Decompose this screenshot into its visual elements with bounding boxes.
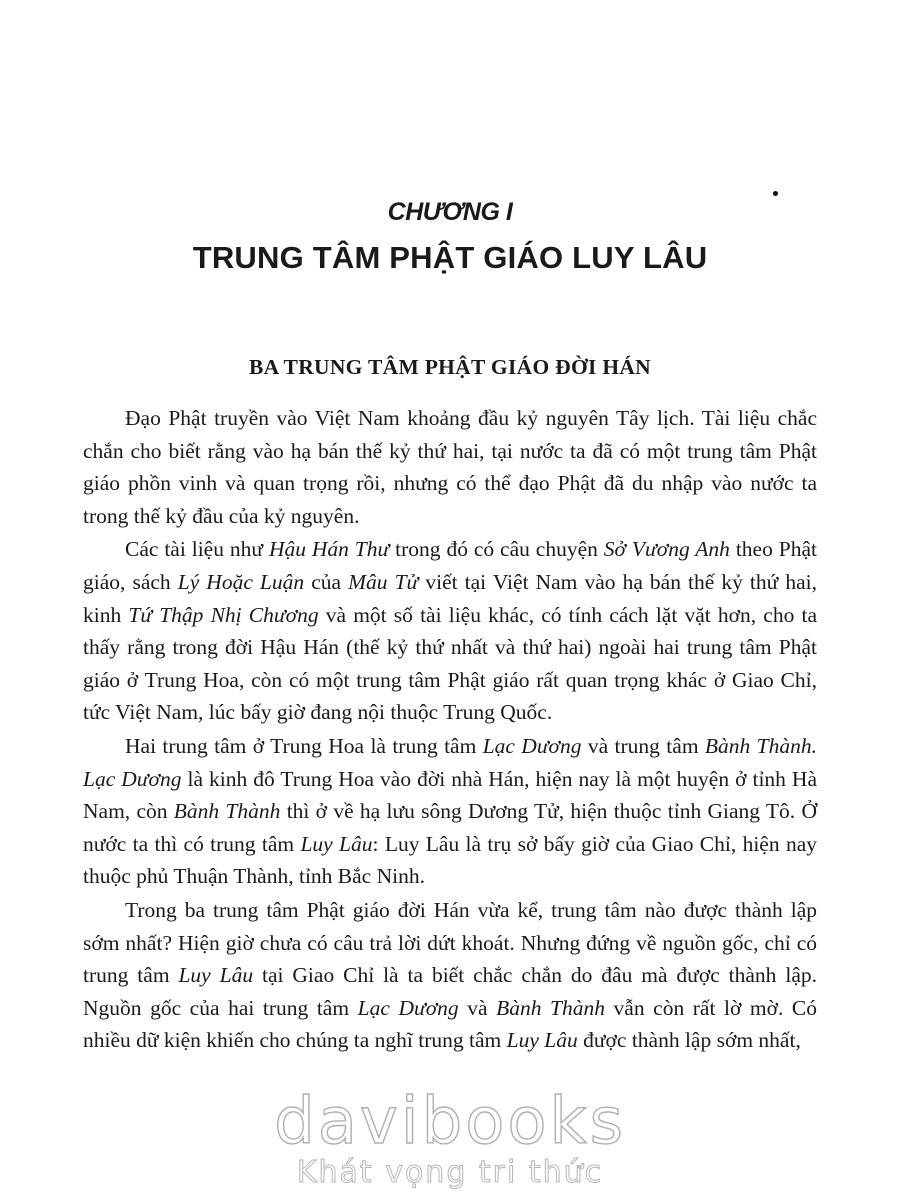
text-run: Các tài liệu như: [125, 537, 269, 562]
text-run: thì ở về hạ lưu sông Dương Tử, hiện thuộc tỉnh Giang Tô. Ở nước ta thì có trung tâm: [83, 799, 817, 856]
text-run: Trong ba trung tâm Phật giáo đời Hán vừa kể, trung tâm nào được thành lập sớm nhất? Hiện giờ chưa có câu trả lời dứt khoát. Nhưng đứng về nguồn gốc, chỉ có trung tâm: [83, 897, 817, 988]
watermark-brand: davibooks: [274, 1085, 626, 1159]
chapter-number: CHƯƠNG I: [387, 198, 513, 226]
italic-term: Bành Thành: [173, 799, 281, 824]
text-run: và trung tâm: [581, 733, 705, 758]
italic-term: Lý Hoặc Luận: [177, 569, 305, 594]
text-run: là kinh đô Trung Hoa vào đời nhà Hán, hiện nay là một huyện ở tỉnh Hà Nam, còn: [83, 766, 818, 824]
paragraph: [83, 730, 817, 893]
text-run: và một số tài liệu khác, có tính cách lặt vặt hơn, cho ta thấy rằng trong đời Hậu Hán (thế kỷ thứ nhất và thứ hai) ngoài hai trung tâm Phật giáo ở Trung Hoa, còn có một trung tâm Phật giáo rất quan trọng khác ở Giao Chỉ, tức Việt Nam, lúc bấy giờ đang nội thuộc Trung Quốc.: [83, 602, 817, 725]
text-run: theo Phật giáo, sách: [83, 537, 817, 594]
italic-term: Luy Lâu: [506, 1028, 578, 1053]
italic-term: Luy Lâu: [178, 963, 254, 988]
italic-term: Sở Vương Anh: [603, 537, 730, 562]
body-text: [83, 402, 817, 1058]
text-run: viết tại Việt Nam vào hạ bán thế kỷ thứ hai, kinh: [83, 569, 818, 627]
italic-term: Hậu Hán Thư: [268, 537, 390, 562]
text-run: vẫn còn rất lờ mờ. Có nhiều dữ kiện khiến cho chúng ta nghĩ trung tâm: [83, 995, 818, 1053]
paragraph: [83, 894, 817, 1057]
italic-term: Lạc Dương: [482, 733, 582, 758]
ink-dot: [773, 191, 778, 196]
text-run: : Luy Lâu là trụ sở bấy giờ của Giao Chỉ, hiện nay thuộc phủ Thuận Thành, tỉnh Bắc Ninh.: [83, 831, 817, 889]
text-run: Hai trung tâm ở Trung Hoa là trung tâm: [125, 733, 483, 758]
italic-term: Tứ Thập Nhị Chương: [128, 602, 319, 627]
paragraph: [83, 533, 817, 729]
italic-term: Mâu Tử: [348, 569, 419, 594]
section-heading: BA TRUNG TÂM PHẬT GIÁO ĐỜI HÁN: [248, 355, 652, 379]
text-run: trong đó có câu chuyện: [389, 537, 604, 562]
italic-term: Luy Lâu: [300, 831, 373, 856]
italic-term: Lạc Dương: [357, 995, 459, 1020]
italic-term: Bành Thành. Lạc Dương: [83, 733, 817, 791]
text-run: Đạo Phật truyền vào Việt Nam khoảng đầu kỷ nguyên Tây lịch. Tài liệu chắc chắn cho biết rằng vào hạ bán thế kỷ thứ hai, tại nước ta đã có một trung tâm Phật giáo phồn vinh và quan trọng rồi, nhưng có thể đạo Phật đã du nhập vào nước ta trong thế kỷ đầu của kỷ nguyên.: [83, 406, 817, 528]
italic-term: Bành Thành: [496, 995, 605, 1020]
text-run: và: [458, 995, 497, 1020]
chapter-title: TRUNG TÂM PHẬT GIÁO LUY LÂU: [192, 240, 708, 275]
text-run: của: [304, 569, 349, 594]
text-run: được thành lập sớm nhất,: [577, 1028, 801, 1053]
text-run: tại Giao Chỉ là ta biết chắc chắn do đâu mà được thành lập. Nguồn gốc của hai trung tâm: [83, 963, 817, 1020]
paragraph: [83, 402, 817, 532]
watermark-tagline: Khát vọng tri thức: [296, 1155, 604, 1190]
